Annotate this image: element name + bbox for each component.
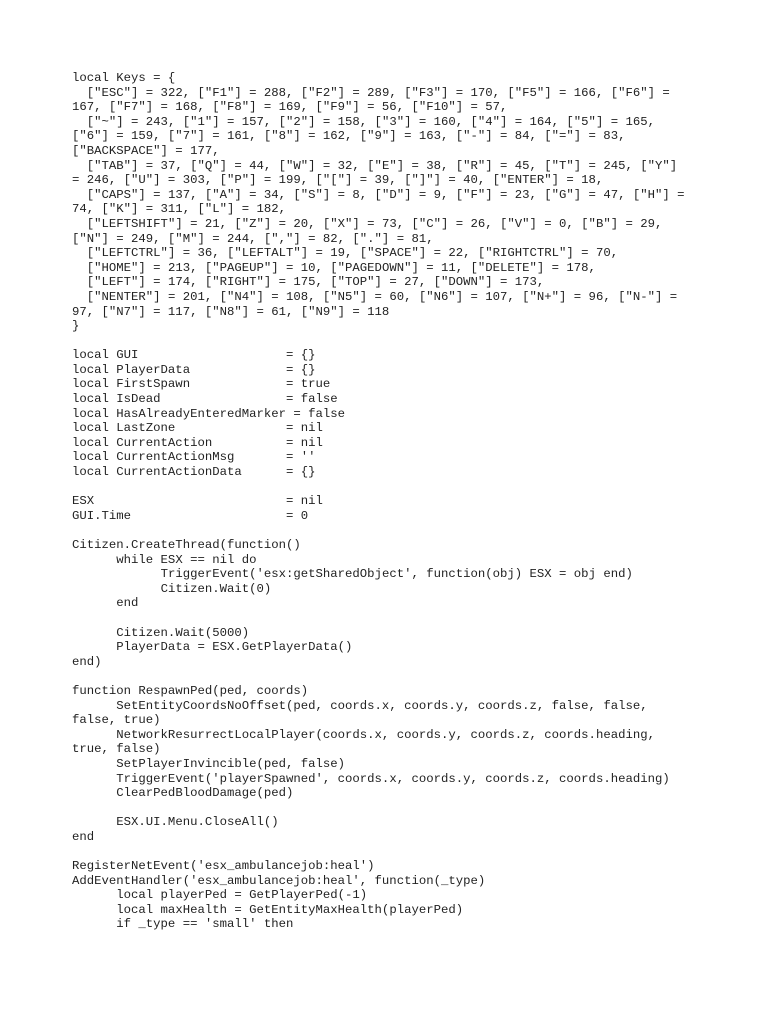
code-line: ClearPedBloodDamage(ped) xyxy=(72,786,294,801)
code-line xyxy=(72,334,704,349)
code-line: Citizen.CreateThread(function() xyxy=(72,538,301,552)
code-line xyxy=(72,669,704,684)
code-line: local CurrentActionMsg = '' xyxy=(72,450,316,465)
code-line: 167, ["F7"] = 168, ["F8"] = 169, ["F9"] = 56, ["F10"] = 57, xyxy=(72,100,508,115)
code-line: } xyxy=(72,319,80,334)
code-line: 74, ["K"] = 311, ["L"] = 182, xyxy=(72,202,287,217)
code-line: 97, ["N7"] = 117, ["N8"] = 61, ["N9"] = 118 xyxy=(72,304,390,319)
code-line: local Keys = { xyxy=(72,71,176,85)
code-line: ["ESC"] = 322, ["F1"] = 288, ["F2"] = 289, ["F3"] = 170, ["F5"] = 166, ["F6"] = xyxy=(72,85,670,100)
code-line: ["LEFT"] = 174, ["RIGHT"] = 175, ["TOP"] = 27, ["DOWN"] = 173, xyxy=(72,275,545,290)
code-line: TriggerEvent('playerSpawned', coords.x, coords.y, coords.z, coords.heading) xyxy=(72,771,670,786)
code-line: while ESX == nil do xyxy=(72,552,257,567)
code-line xyxy=(72,523,704,538)
code-line xyxy=(72,480,704,495)
code-line: function RespawnPed(ped, coords) xyxy=(72,683,309,698)
code-line: local FirstSpawn = true xyxy=(72,377,331,392)
code-line: SetEntityCoordsNoOffset(ped, coords.x, coords.y, coords.z, false, false, xyxy=(72,698,648,713)
code-line xyxy=(72,611,704,626)
code-line: local IsDead = false xyxy=(72,392,338,407)
code-line: = 246, ["U"] = 303, ["P"] = 199, ["["] = 39, ["]"] = 40, ["ENTER"] = 18, xyxy=(72,173,604,188)
code-line: ["BACKSPACE"] = 177, xyxy=(72,143,220,158)
code-line: Citizen.Wait(0) xyxy=(72,581,272,596)
code-line: ["N"] = 249, ["M"] = 244, [","] = 82, ["."] = 81, xyxy=(72,231,434,246)
code-line: ESX = nil xyxy=(72,494,323,509)
code-line: ["CAPS"] = 137, ["A"] = 34, ["S"] = 8, ["D"] = 9, ["F"] = 23, ["G"] = 47, ["H"] = xyxy=(72,187,685,202)
code-line: local HasAlreadyEnteredMarker = false xyxy=(72,406,346,421)
code-line: local GUI = {} xyxy=(72,348,316,363)
code-line: AddEventHandler('esx_ambulancejob:heal', function(_type) xyxy=(72,873,486,888)
code-line: ["LEFTSHIFT"] = 21, ["Z"] = 20, ["X"] = 73, ["C"] = 26, ["V"] = 0, ["B"] = 29, xyxy=(72,216,663,231)
code-line: ["TAB"] = 37, ["Q"] = 44, ["W"] = 32, ["E"] = 38, ["R"] = 45, ["T"] = 245, ["Y"] xyxy=(72,158,678,173)
code-line xyxy=(72,844,704,859)
code-line: false, true) xyxy=(72,713,161,728)
code-line: PlayerData = ESX.GetPlayerData() xyxy=(72,640,353,655)
code-listing xyxy=(72,71,704,932)
code-line: end xyxy=(72,829,95,844)
code-line: ["~"] = 243, ["1"] = 157, ["2"] = 158, ["3"] = 160, ["4"] = 164, ["5"] = 165, xyxy=(72,114,655,129)
code-line: local CurrentActionData = {} xyxy=(72,465,316,480)
code-line: local LastZone = nil xyxy=(72,421,323,436)
code-line: end) xyxy=(72,654,102,669)
code-line xyxy=(72,801,704,816)
code-line: local maxHealth = GetEntityMaxHealth(playerPed) xyxy=(72,902,464,917)
code-line: ESX.UI.Menu.CloseAll() xyxy=(72,815,279,830)
code-line: if _type == 'small' then xyxy=(72,917,294,932)
code-line: end xyxy=(72,596,139,611)
code-line: local PlayerData = {} xyxy=(72,362,316,377)
code-line: ["LEFTCTRL"] = 36, ["LEFTALT"] = 19, ["SPACE"] = 22, ["RIGHTCTRL"] = 70, xyxy=(72,246,619,261)
code-line: ["HOME"] = 213, ["PAGEUP"] = 10, ["PAGEDOWN"] = 11, ["DELETE"] = 178, xyxy=(72,260,596,275)
code-line: RegisterNetEvent('esx_ambulancejob:heal') xyxy=(72,859,375,874)
code-line: ["6"] = 159, ["7"] = 161, ["8"] = 162, ["9"] = 163, ["-"] = 84, ["="] = 83, xyxy=(72,129,626,144)
code-line: true, false) xyxy=(72,742,161,757)
code-line: TriggerEvent('esx:getSharedObject', function(obj) ESX = obj end) xyxy=(72,567,633,582)
code-line: local CurrentAction = nil xyxy=(72,435,323,450)
code-line: SetPlayerInvincible(ped, false) xyxy=(72,756,346,771)
code-line: NetworkResurrectLocalPlayer(coords.x, coords.y, coords.z, coords.heading, xyxy=(72,727,655,742)
code-line: Citizen.Wait(5000) xyxy=(72,625,250,640)
code-line: local playerPed = GetPlayerPed(-1) xyxy=(72,888,368,903)
code-line: ["NENTER"] = 201, ["N4"] = 108, ["N5"] = 60, ["N6"] = 107, ["N+"] = 96, ["N-"] = xyxy=(72,289,678,304)
code-line: GUI.Time = 0 xyxy=(72,508,309,523)
